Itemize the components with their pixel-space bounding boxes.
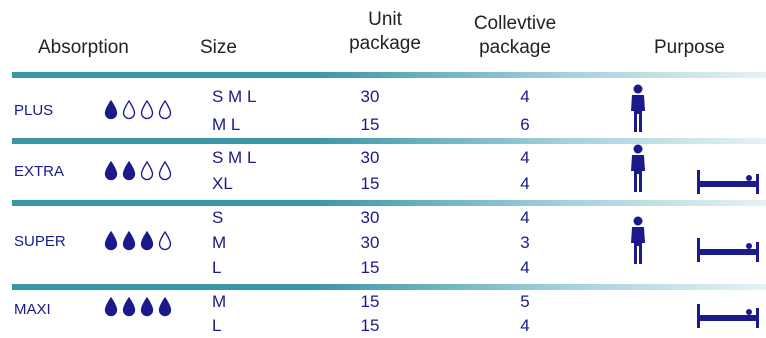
drop-filled-icon xyxy=(104,100,118,120)
size-plus-2: M L xyxy=(212,115,241,134)
size-maxi-2: L xyxy=(212,316,222,335)
collective-maxi-2: 4 xyxy=(520,316,530,335)
size-plus-1: S M L xyxy=(212,87,257,106)
collective-extra-1: 4 xyxy=(520,148,530,167)
absorption-drops-plus xyxy=(104,100,172,122)
bed-icon xyxy=(696,166,760,194)
unit-maxi-2: 15 xyxy=(360,316,380,335)
collective-plus-1: 4 xyxy=(520,87,530,106)
drop-filled-icon xyxy=(140,231,154,251)
drop-filled-icon xyxy=(122,231,136,251)
collective-super-3: 4 xyxy=(520,258,530,277)
header-absorption: Absorption xyxy=(38,37,129,58)
header-collective-line2: package xyxy=(479,37,551,58)
unit-extra-2: 15 xyxy=(360,174,380,193)
drop-empty-icon xyxy=(158,231,172,251)
unit-maxi-1: 15 xyxy=(360,292,380,311)
drop-empty-icon xyxy=(140,161,154,181)
drop-empty-icon xyxy=(158,161,172,181)
absorption-drops-extra xyxy=(104,161,172,183)
absorption-drops-super xyxy=(104,231,172,253)
unit-super-2: 30 xyxy=(360,233,380,252)
size-super-2: M xyxy=(212,233,227,252)
size-maxi-1: M xyxy=(212,292,227,311)
size-super-1: S xyxy=(212,208,224,227)
collective-extra-2: 4 xyxy=(520,174,530,193)
drop-filled-icon xyxy=(104,297,118,317)
collective-super-1: 4 xyxy=(520,208,530,227)
category-plus: PLUS xyxy=(14,102,54,119)
drop-empty-icon xyxy=(140,100,154,120)
header-collective-package xyxy=(460,12,570,60)
category-super: SUPER xyxy=(14,233,66,250)
separator-plus-extra xyxy=(12,138,766,144)
size-extra-2: XL xyxy=(212,174,233,193)
drop-empty-icon xyxy=(122,100,136,120)
size-extra-1: S M L xyxy=(212,148,257,167)
header-size: Size xyxy=(200,37,237,58)
person-icon xyxy=(628,144,648,194)
person-icon xyxy=(628,84,648,134)
header-unit-package xyxy=(340,8,430,56)
drop-filled-icon xyxy=(140,297,154,317)
person-icon xyxy=(628,216,648,266)
separator-header xyxy=(12,72,766,78)
drop-empty-icon xyxy=(158,100,172,120)
absorption-drops-maxi xyxy=(104,297,172,319)
category-maxi: MAXI xyxy=(14,301,51,318)
drop-filled-icon xyxy=(122,161,136,181)
header-collective-line1: Collevtive xyxy=(473,13,557,34)
header-unit-line1: Unit xyxy=(368,9,402,30)
collective-plus-2: 6 xyxy=(520,115,530,134)
collective-super-2: 3 xyxy=(520,233,530,252)
category-extra: EXTRA xyxy=(14,163,65,180)
unit-extra-1: 30 xyxy=(360,148,380,167)
bed-icon xyxy=(696,234,760,262)
drop-filled-icon xyxy=(104,161,118,181)
unit-super-3: 15 xyxy=(360,258,380,277)
unit-plus-1: 30 xyxy=(360,87,380,106)
drop-filled-icon xyxy=(122,297,136,317)
unit-plus-2: 15 xyxy=(360,115,380,134)
header-purpose: Purpose xyxy=(654,37,725,58)
drop-filled-icon xyxy=(104,231,118,251)
unit-super-1: 30 xyxy=(360,208,380,227)
size-super-3: L xyxy=(212,258,222,277)
drop-filled-icon xyxy=(158,297,172,317)
header-unit-line2: package xyxy=(349,33,421,54)
bed-icon xyxy=(696,300,760,328)
collective-maxi-1: 5 xyxy=(520,292,530,311)
